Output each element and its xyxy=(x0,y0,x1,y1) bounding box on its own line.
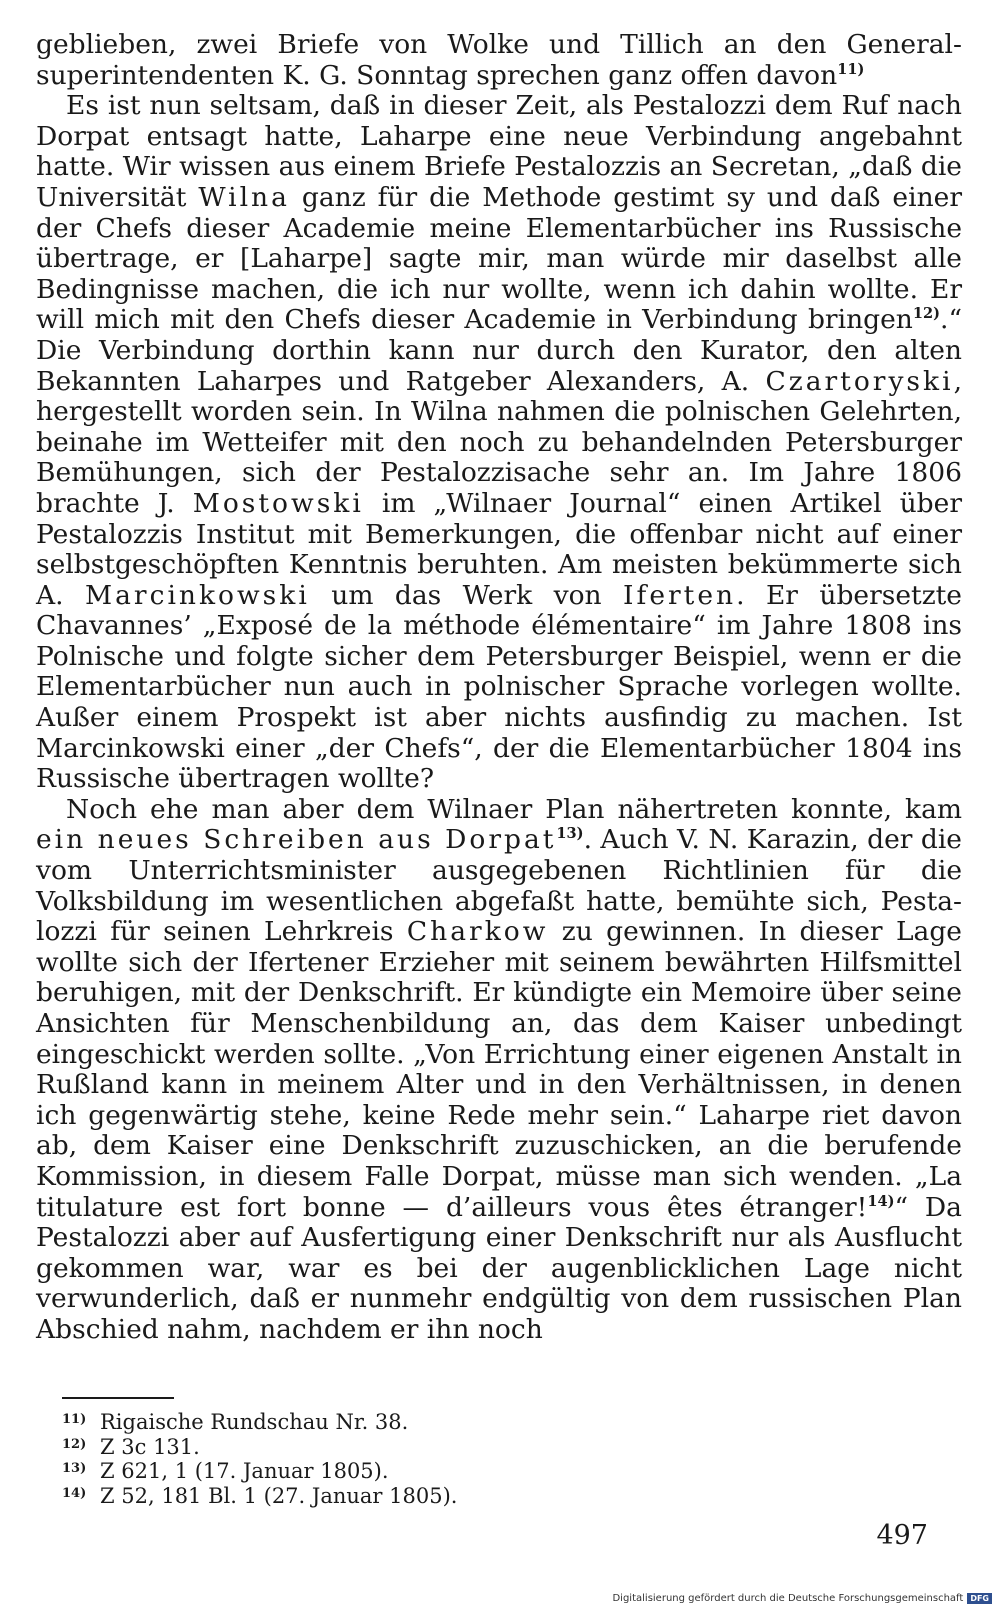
footnotes xyxy=(62,1410,762,1508)
dfg-logo: DFG xyxy=(967,1593,992,1604)
text-run: “ Da Pestalozzi aber auf Ausfertigung einer Denkschrift nur als Ausflucht gekommen war, war es bei der augenblicklichen Lage nicht verwunderlich, daß er nunmehr endgültig von dem russischen Plan Abschied nahm, nachdem er ihn noch xyxy=(36,1191,962,1345)
text-run: zu gewinnen. In dieser Lage wollte sich der Ifertener Erzieher mit seinem bewährten Hilfsmittel beruhigen, mit der Denkschrift. Er kündigte ein Memoire über seine Ansichten für Menschenbildung an, das dem Kaiser unbedingt eingeschickt werden sollte. „Von Errichtung einer eigenen Anstalt in Rußland kann in meinem Alter und in den Verhältnissen, in denen ich gegenwärtig stehe, keine Rede mehr sein.“ Laharpe riet davon ab, dem Kaiser eine Denkschrift zuzuschicken, an die berufende Kommission, in diesem Falle Dorpat, müsse man sich wenden. „La titulature est fort bonne — d’ailleurs vous êtes étranger! xyxy=(36,916,962,1223)
footnote-number: 12) xyxy=(62,1436,87,1452)
footnote-text: Z 52, 181 Bl. 1 (27. Januar 1805). xyxy=(100,1483,458,1508)
footnote-number: 14) xyxy=(62,1485,87,1501)
footnote xyxy=(62,1410,762,1435)
spaced-emphasis: Iferten xyxy=(623,579,737,611)
footnote-ref: 14) xyxy=(867,1192,895,1210)
page-number: 497 xyxy=(876,1520,928,1551)
text-run: . Er übersetzte Chavannes’ „Exposé de la méthode élémentaire“ im Jahre 1808 ins Polnische und folgte sicher dem Petersburger Beispiel, wenn er die Elementarbücher nun auch in polnischer Sprache vorlegen wollte. Außer einem Prospekt ist aber nichts ausfindig zu machen. Ist Marcinkowski einer „der Chefs“, der die Elementarbücher 1804 ins Russische übertragen wollte? xyxy=(36,579,962,795)
footnote-text: Z 3c 131. xyxy=(100,1434,200,1459)
text-run: , hergestellt worden sein. In Wilna nahmen die polnischen Gelehrten, beinahe im Wetteifer mit den noch zu behandelnden Petersburger Bemühungen, sich der Pestalozzisache sehr an. Im Jahre 1806 brachte J. xyxy=(36,365,962,519)
body-text xyxy=(36,30,962,1346)
text-run: . Auch V. N. Karazin, der die vom Unterrichtsminister ausgegebenen Richtlinien für die Volksbildung im wesentlichen abgefaßt hatte, bemühte sich, Pestalozzi für seinen Lehrkreis xyxy=(36,824,962,948)
paragraph xyxy=(36,30,962,91)
footnote xyxy=(62,1484,762,1509)
digitization-text: Digitalisierung gefördert durch die Deutsche Forschungsgemeinschaft xyxy=(612,1593,964,1604)
text-run: Es ist nun seltsam, daß in dieser Zeit, als Pestalozzi dem Ruf nach Dorpat entsagt hatte, Laharpe eine neue Verbindung angebahnt hatte. Wir wissen aus einem Briefe Pestalozzis an Secretan, „daß die Universität xyxy=(36,90,962,213)
spaced-emphasis: Mostowski xyxy=(192,487,364,519)
spaced-emphasis: Czartoryski xyxy=(765,365,954,397)
text-run: geblieben, zwei Briefe von Wolke und Tillich an den Generalsuperintendenten K. G. Sonntag sprechen ganz offen davon xyxy=(36,29,962,91)
footnote-number: 13) xyxy=(62,1461,87,1476)
footnote-text: Rigaische Rundschau Nr. 38. xyxy=(100,1410,409,1434)
spaced-emphasis: ein neues Schreiben aus Dorpat xyxy=(36,824,557,856)
text-run: im „Wilnaer Journal“ einen Artikel über Pestalozzis Institut mit Bemerkungen, die offenbar nicht auf einer selbstgeschöpften Kenntnis beruhten. Am meisten bekümmerte sich A. xyxy=(36,487,962,611)
spaced-emphasis: Wilna xyxy=(198,181,290,213)
digitization-note xyxy=(612,1593,992,1604)
paragraph xyxy=(36,795,962,1346)
footnote-rule xyxy=(62,1397,174,1399)
spaced-emphasis: Marcinkowski xyxy=(85,579,310,611)
text-run: .“ Die Verbindung dorthin kann nur durch den Kurator, den alten Bekannten Laharpes und Ratgeber Alexanders, A. xyxy=(36,304,962,397)
footnote xyxy=(62,1459,762,1484)
footnote-ref: 12) xyxy=(912,305,941,323)
footnote-ref: 11) xyxy=(837,60,865,78)
paragraph xyxy=(36,91,962,795)
footnote xyxy=(62,1435,762,1460)
text-run: um das Werk von xyxy=(309,579,624,611)
spaced-emphasis: Charkow xyxy=(406,916,549,948)
footnote-text: Z 621, 1 (17. Januar 1805). xyxy=(100,1459,389,1483)
text-run: ganz für die Methode gestimt sy und daß einer der Chefs dieser Academie meine Elementarbücher ins Russische übertrage, er [Laharpe] sagte mir, man würde mir daselbst alle Bedingnisse machen, die ich nur wollte, wenn ich dahin wollte. Er will mich mit den Chefs dieser Academie in Verbindung bringen xyxy=(36,181,962,336)
footnote-number: 11) xyxy=(62,1412,87,1427)
footnote-ref: 13) xyxy=(556,825,584,843)
text-run: Noch ehe man aber dem Wilnaer Plan nähertreten konnte, kam xyxy=(66,793,962,825)
